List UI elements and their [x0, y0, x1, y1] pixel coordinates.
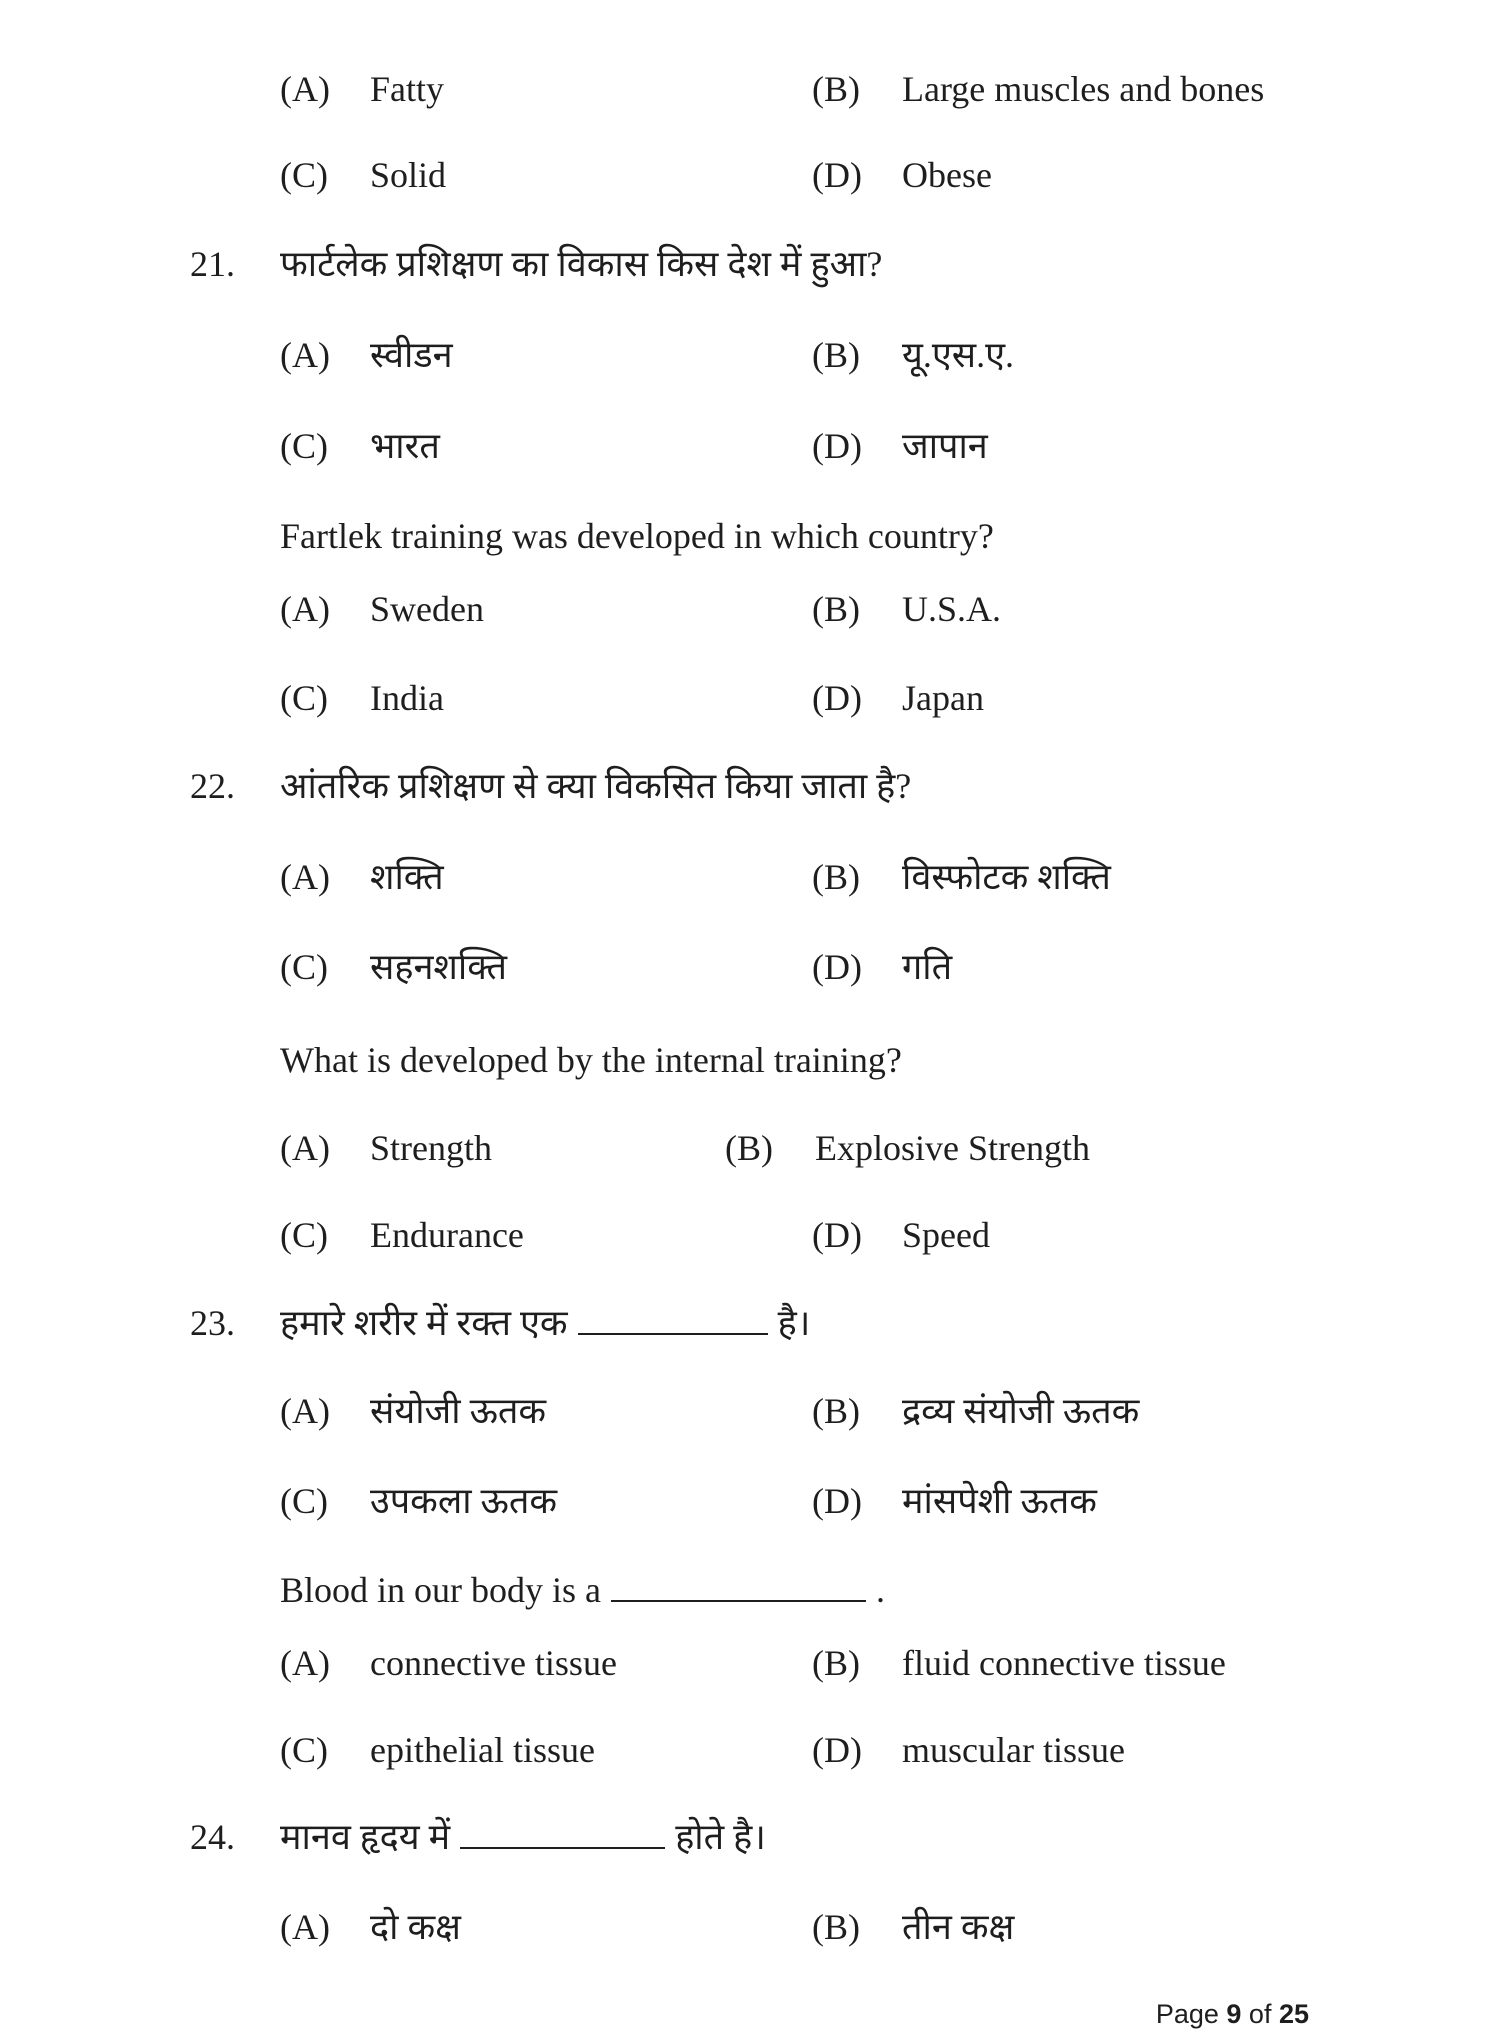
option-text: तीन कक्ष [902, 1907, 1015, 1947]
option-text: Speed [902, 1215, 990, 1255]
option-label: (D) [812, 1730, 862, 1770]
option-label: (B) [812, 589, 860, 629]
option-label: (A) [280, 335, 330, 375]
question-number: 23. [190, 1303, 235, 1343]
option-text: Sweden [370, 589, 484, 629]
option-text: संयोजी ऊतक [370, 1391, 547, 1431]
option-text: fluid connective tissue [902, 1643, 1226, 1683]
option-text: मांसपेशी ऊतक [902, 1481, 1097, 1521]
option-label: (D) [812, 678, 862, 718]
option-label: (B) [725, 1128, 773, 1168]
option-text: शक्ति [370, 857, 444, 897]
option-label: (C) [280, 155, 328, 195]
option-label: (D) [812, 1481, 862, 1521]
question-number: 24. [190, 1817, 235, 1857]
question-number: 22. [190, 766, 235, 806]
option-label: (C) [280, 1481, 328, 1521]
option-text: जापान [902, 426, 988, 466]
page-prefix: Page [1155, 1999, 1227, 2029]
question-text-english: Fartlek training was developed in which country? [280, 516, 994, 556]
option-label: (B) [812, 1907, 860, 1947]
option-label: (A) [280, 857, 330, 897]
option-text: U.S.A. [902, 589, 1002, 629]
option-label: (D) [812, 426, 862, 466]
option-text: India [370, 678, 444, 718]
option-text: स्वीडन [370, 335, 453, 375]
option-label: (D) [812, 155, 862, 195]
option-label: (C) [280, 1730, 328, 1770]
option-text: दो कक्ष [370, 1907, 461, 1947]
option-text: Explosive Strength [815, 1128, 1090, 1168]
question-text-before-blank: मानव हृदय में [280, 1817, 451, 1857]
answer-blank [611, 1570, 866, 1602]
question-number: 21. [190, 244, 235, 284]
option-label: (B) [812, 857, 860, 897]
question-text-hindi: आंतरिक प्रशिक्षण से क्या विकसित किया जाता है? [280, 766, 912, 806]
option-text: यू.एस.ए. [902, 335, 1015, 375]
option-text: द्रव्य संयोजी ऊतक [902, 1391, 1140, 1431]
question-text-english [280, 1568, 885, 1612]
question-text-before-blank: Blood in our body is a [280, 1570, 601, 1610]
question-text-hindi: फार्टलेक प्रशिक्षण का विकास किस देश में हुआ? [280, 244, 883, 284]
option-text: विस्फोटक शक्ति [902, 857, 1111, 897]
option-label: (B) [812, 1391, 860, 1431]
question-text-after-blank: होते है। [675, 1817, 766, 1857]
option-label: (B) [812, 1643, 860, 1683]
question-text-hindi [280, 1301, 810, 1345]
option-label: (C) [280, 1215, 328, 1255]
option-text: Obese [902, 155, 992, 195]
option-text: connective tissue [370, 1643, 617, 1683]
option-label: (B) [812, 69, 860, 109]
option-label: (A) [280, 1643, 330, 1683]
option-label: (D) [812, 947, 862, 987]
option-text: सहनशक्ति [370, 947, 508, 987]
question-text-after-blank: है। [777, 1303, 811, 1343]
question-text-hindi [280, 1815, 766, 1859]
answer-blank [578, 1303, 768, 1335]
option-text: muscular tissue [902, 1730, 1125, 1770]
option-text: Japan [902, 678, 984, 718]
option-label: (C) [280, 678, 328, 718]
page-of: of [1241, 1999, 1279, 2029]
option-text: Fatty [370, 69, 445, 109]
question-text-english: What is developed by the internal training? [280, 1040, 902, 1080]
option-text: गति [902, 947, 953, 987]
question-text-before-blank: हमारे शरीर में रक्त एक [280, 1303, 568, 1343]
question-text-after-blank: . [876, 1570, 885, 1610]
option-text: Endurance [370, 1215, 524, 1255]
option-label: (C) [280, 947, 328, 987]
option-label: (A) [280, 1128, 330, 1168]
option-text: भारत [370, 426, 440, 466]
option-text: Solid [370, 155, 447, 195]
page-number [1156, 1998, 1309, 2030]
option-text: epithelial tissue [370, 1730, 595, 1770]
option-text: उपकला ऊतक [370, 1481, 557, 1521]
answer-blank [460, 1817, 665, 1849]
option-text: Large muscles and bones [902, 69, 1265, 109]
option-label: (A) [280, 1391, 330, 1431]
option-label: (C) [280, 426, 328, 466]
option-label: (A) [280, 589, 330, 629]
option-label: (A) [280, 69, 330, 109]
total-pages: 25 [1278, 1999, 1309, 2029]
option-label: (D) [812, 1215, 862, 1255]
option-label: (A) [280, 1907, 330, 1947]
option-text: Strength [370, 1128, 492, 1168]
option-label: (B) [812, 335, 860, 375]
current-page: 9 [1226, 1999, 1242, 2029]
